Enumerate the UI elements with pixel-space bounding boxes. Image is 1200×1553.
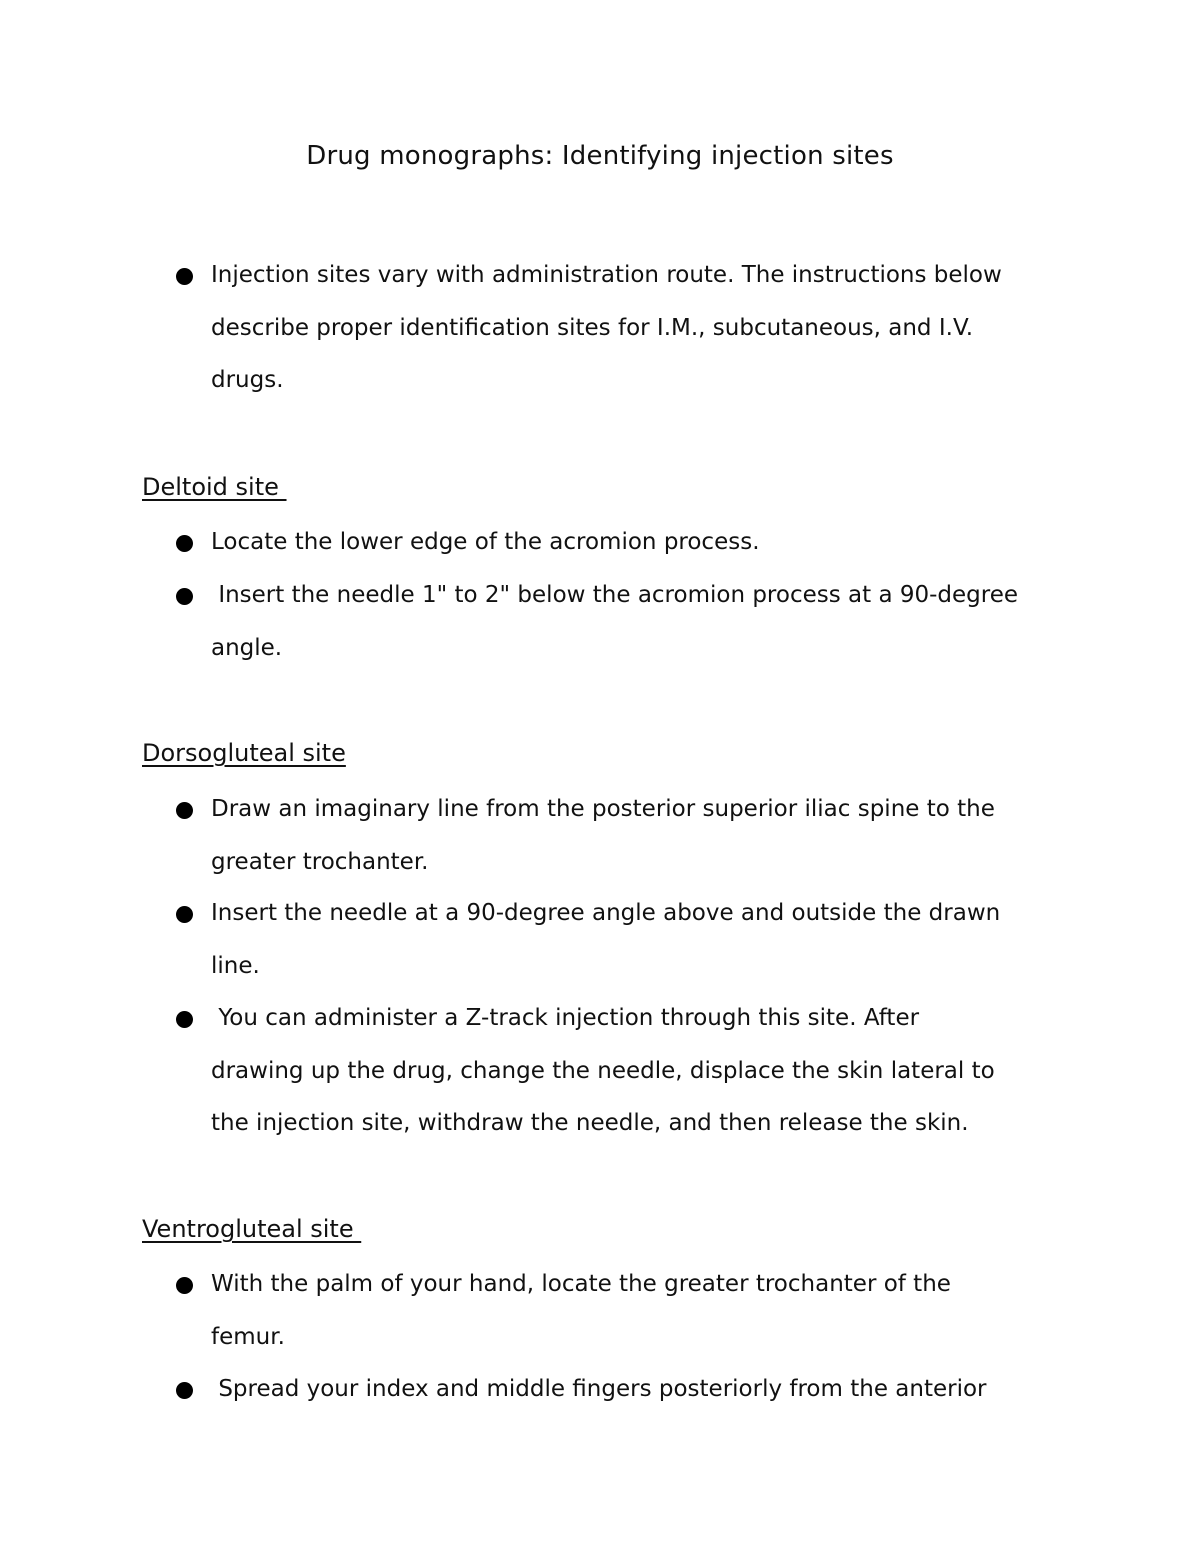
section-heading-deltoid: Deltoid site	[142, 473, 287, 501]
bullet-icon	[176, 535, 193, 552]
section-heading-ventrogluteal: Ventrogluteal site	[142, 1215, 362, 1243]
bullet-icon	[176, 1277, 193, 1294]
list-item	[211, 516, 1061, 569]
bullet-icon	[176, 1011, 193, 1028]
bullet-icon	[176, 906, 193, 923]
list-item	[211, 992, 1061, 1150]
list-item	[211, 887, 1061, 992]
list-item-text: Insert the needle at a 90-degree angle above and outside the drawn line.	[211, 900, 1001, 979]
list-item-text: Spread your index and middle fingers posteriorly from the anterior	[211, 1376, 987, 1402]
list-item-text: Locate the lower edge of the acromion process.	[211, 529, 760, 555]
list-item	[211, 1258, 1061, 1363]
page-title: Drug monographs: Identifying injection sites	[306, 141, 894, 171]
bullet-icon	[176, 268, 193, 285]
list-item-text: With the palm of your hand, locate the greater trochanter of the femur.	[211, 1271, 951, 1350]
list-item-text: Draw an imaginary line from the posterior superior iliac spine to the greater trochanter.	[211, 796, 995, 875]
list-item-text: Injection sites vary with administration route. The instructions below describe proper identification sites for I.M., subcutaneous, and I.V. drugs.	[211, 262, 1002, 393]
bullet-icon	[176, 588, 193, 605]
list-item	[211, 783, 1061, 888]
section-heading-dorsogluteal: Dorsogluteal site	[142, 739, 346, 767]
bullet-icon	[176, 802, 193, 819]
list-item	[211, 569, 1061, 674]
list-item	[211, 1363, 1061, 1416]
list-item-text: Insert the needle 1" to 2" below the acromion process at a 90-degree angle.	[211, 582, 1019, 661]
list-item-text: You can administer a Z-track injection through this site. After drawing up the drug, change the needle, displace the skin lateral to the injection site, withdraw the needle, and then release the skin.	[211, 1005, 995, 1136]
list-item	[211, 249, 1061, 407]
bullet-icon	[176, 1382, 193, 1399]
